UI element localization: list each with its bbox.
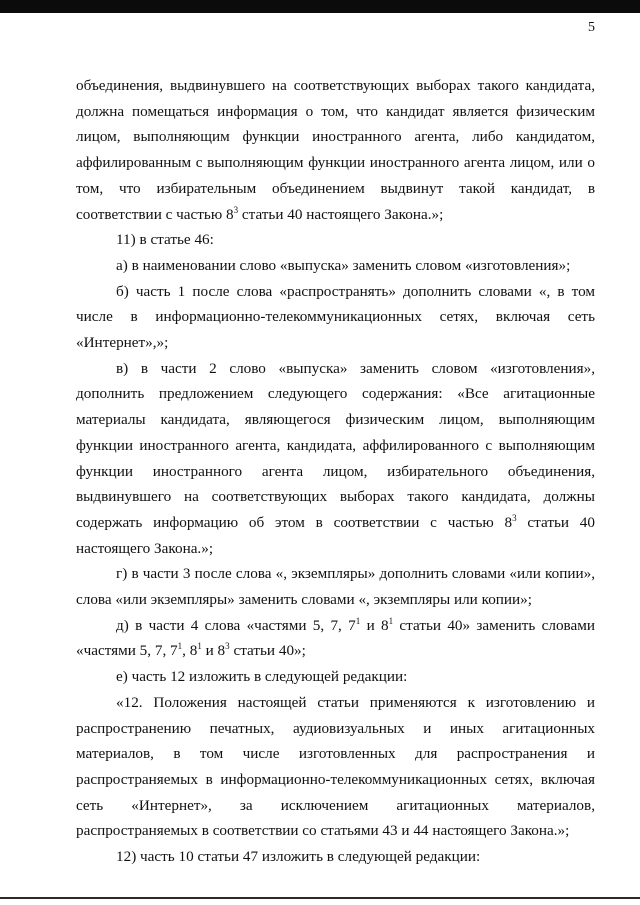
paragraph-p9 — [76, 690, 595, 844]
superscript: 1 — [177, 641, 183, 652]
text-run: д) в части 4 слова «частями 5, 7, 7 — [116, 616, 356, 634]
page-number: 5 — [588, 20, 595, 35]
paragraph-p3 — [76, 253, 595, 279]
scan-bottom-border — [0, 897, 640, 899]
text-run: и 8 — [360, 616, 389, 634]
text-run: объединения, выдвинувшего на соответствующих выборах такого кандидата, должна помещаться информация о том, что кандидат является физическим лицом, выполняющим функции иностранного агента, либо кандидатом, аффилированным с выполняющим функции иностранного агента лицом, или о том, что избирательным объединением выдвинут такой кандидат, в соответствии с частью 8 — [76, 77, 595, 223]
text-run: и 8 — [201, 642, 226, 660]
text-run: в) в части 2 слово «выпуска» заменить словом «изготовления», дополнить предложением следующего содержания: «Все агитационные материалы кандидата, являющегося физическим лицом, выполняющим функции иностранного агента, кандидата, аффилированного с выполняющим функции иностранного агента лицом, избирательного объединения, выдвинувшего на соответствующих выборах такого кандидата, должны содержать информацию об этом в соответствии с частью 8 — [76, 359, 595, 531]
scan-top-border — [0, 0, 640, 13]
text-run: статьи 40 настоящего Закона.»; — [76, 513, 595, 557]
document-body — [76, 73, 595, 870]
superscript: 3 — [225, 641, 230, 652]
text-run: е) часть 12 изложить в следующей редакции: — [116, 668, 408, 686]
paragraph-p10 — [76, 844, 595, 870]
text-run: , 8 — [182, 642, 198, 660]
superscript: 3 — [233, 204, 239, 215]
superscript: 1 — [197, 641, 202, 652]
paragraph-p4 — [76, 279, 595, 356]
text-run: а) в наименовании слово «выпуска» заменить словом «изготовления»; — [116, 256, 571, 274]
text-run: статьи 40» заменить словами «частями 5, 7, 7 — [76, 616, 595, 660]
paragraph-p6 — [76, 561, 595, 612]
text-run: статьи 40»; — [229, 642, 306, 660]
superscript: 1 — [355, 615, 361, 626]
superscript: 1 — [388, 615, 394, 626]
text-run: 11) в статье 46: — [116, 231, 214, 249]
text-run: б) часть 1 после слова «распространять» дополнить словами «, в том числе в информационно-телекоммуникационных сетях, включая сеть «Интернет»,»; — [76, 282, 595, 352]
paragraph-p2 — [76, 227, 595, 253]
text-run: г) в части 3 после слова «, экземпляры» дополнить словами «или копии», слова «или экземпляры» заменить словами «, экземпляры или копии»; — [76, 565, 595, 609]
text-run: 12) часть 10 статьи 47 изложить в следующей редакции: — [116, 848, 481, 866]
superscript: 3 — [512, 512, 517, 523]
paragraph-p5 — [76, 356, 595, 562]
text-run: «12. Положения настоящей статьи применяются к изготовлению и распространению печатных, аудиовизуальных и иных агитационных материалов, в том числе изготовленных для распространения и распространяемых в информационно-телекоммуникационных сетях, включая сеть «Интернет», за исключением агитационных материалов, распространяемых в соответствии со статьями 43 и 44 настоящего Закона.»; — [76, 693, 595, 840]
paragraph-p8 — [76, 664, 595, 690]
paragraph-p7 — [76, 613, 595, 664]
paragraph-p1 — [76, 73, 595, 227]
text-run: статьи 40 настоящего Закона.»; — [238, 205, 444, 223]
